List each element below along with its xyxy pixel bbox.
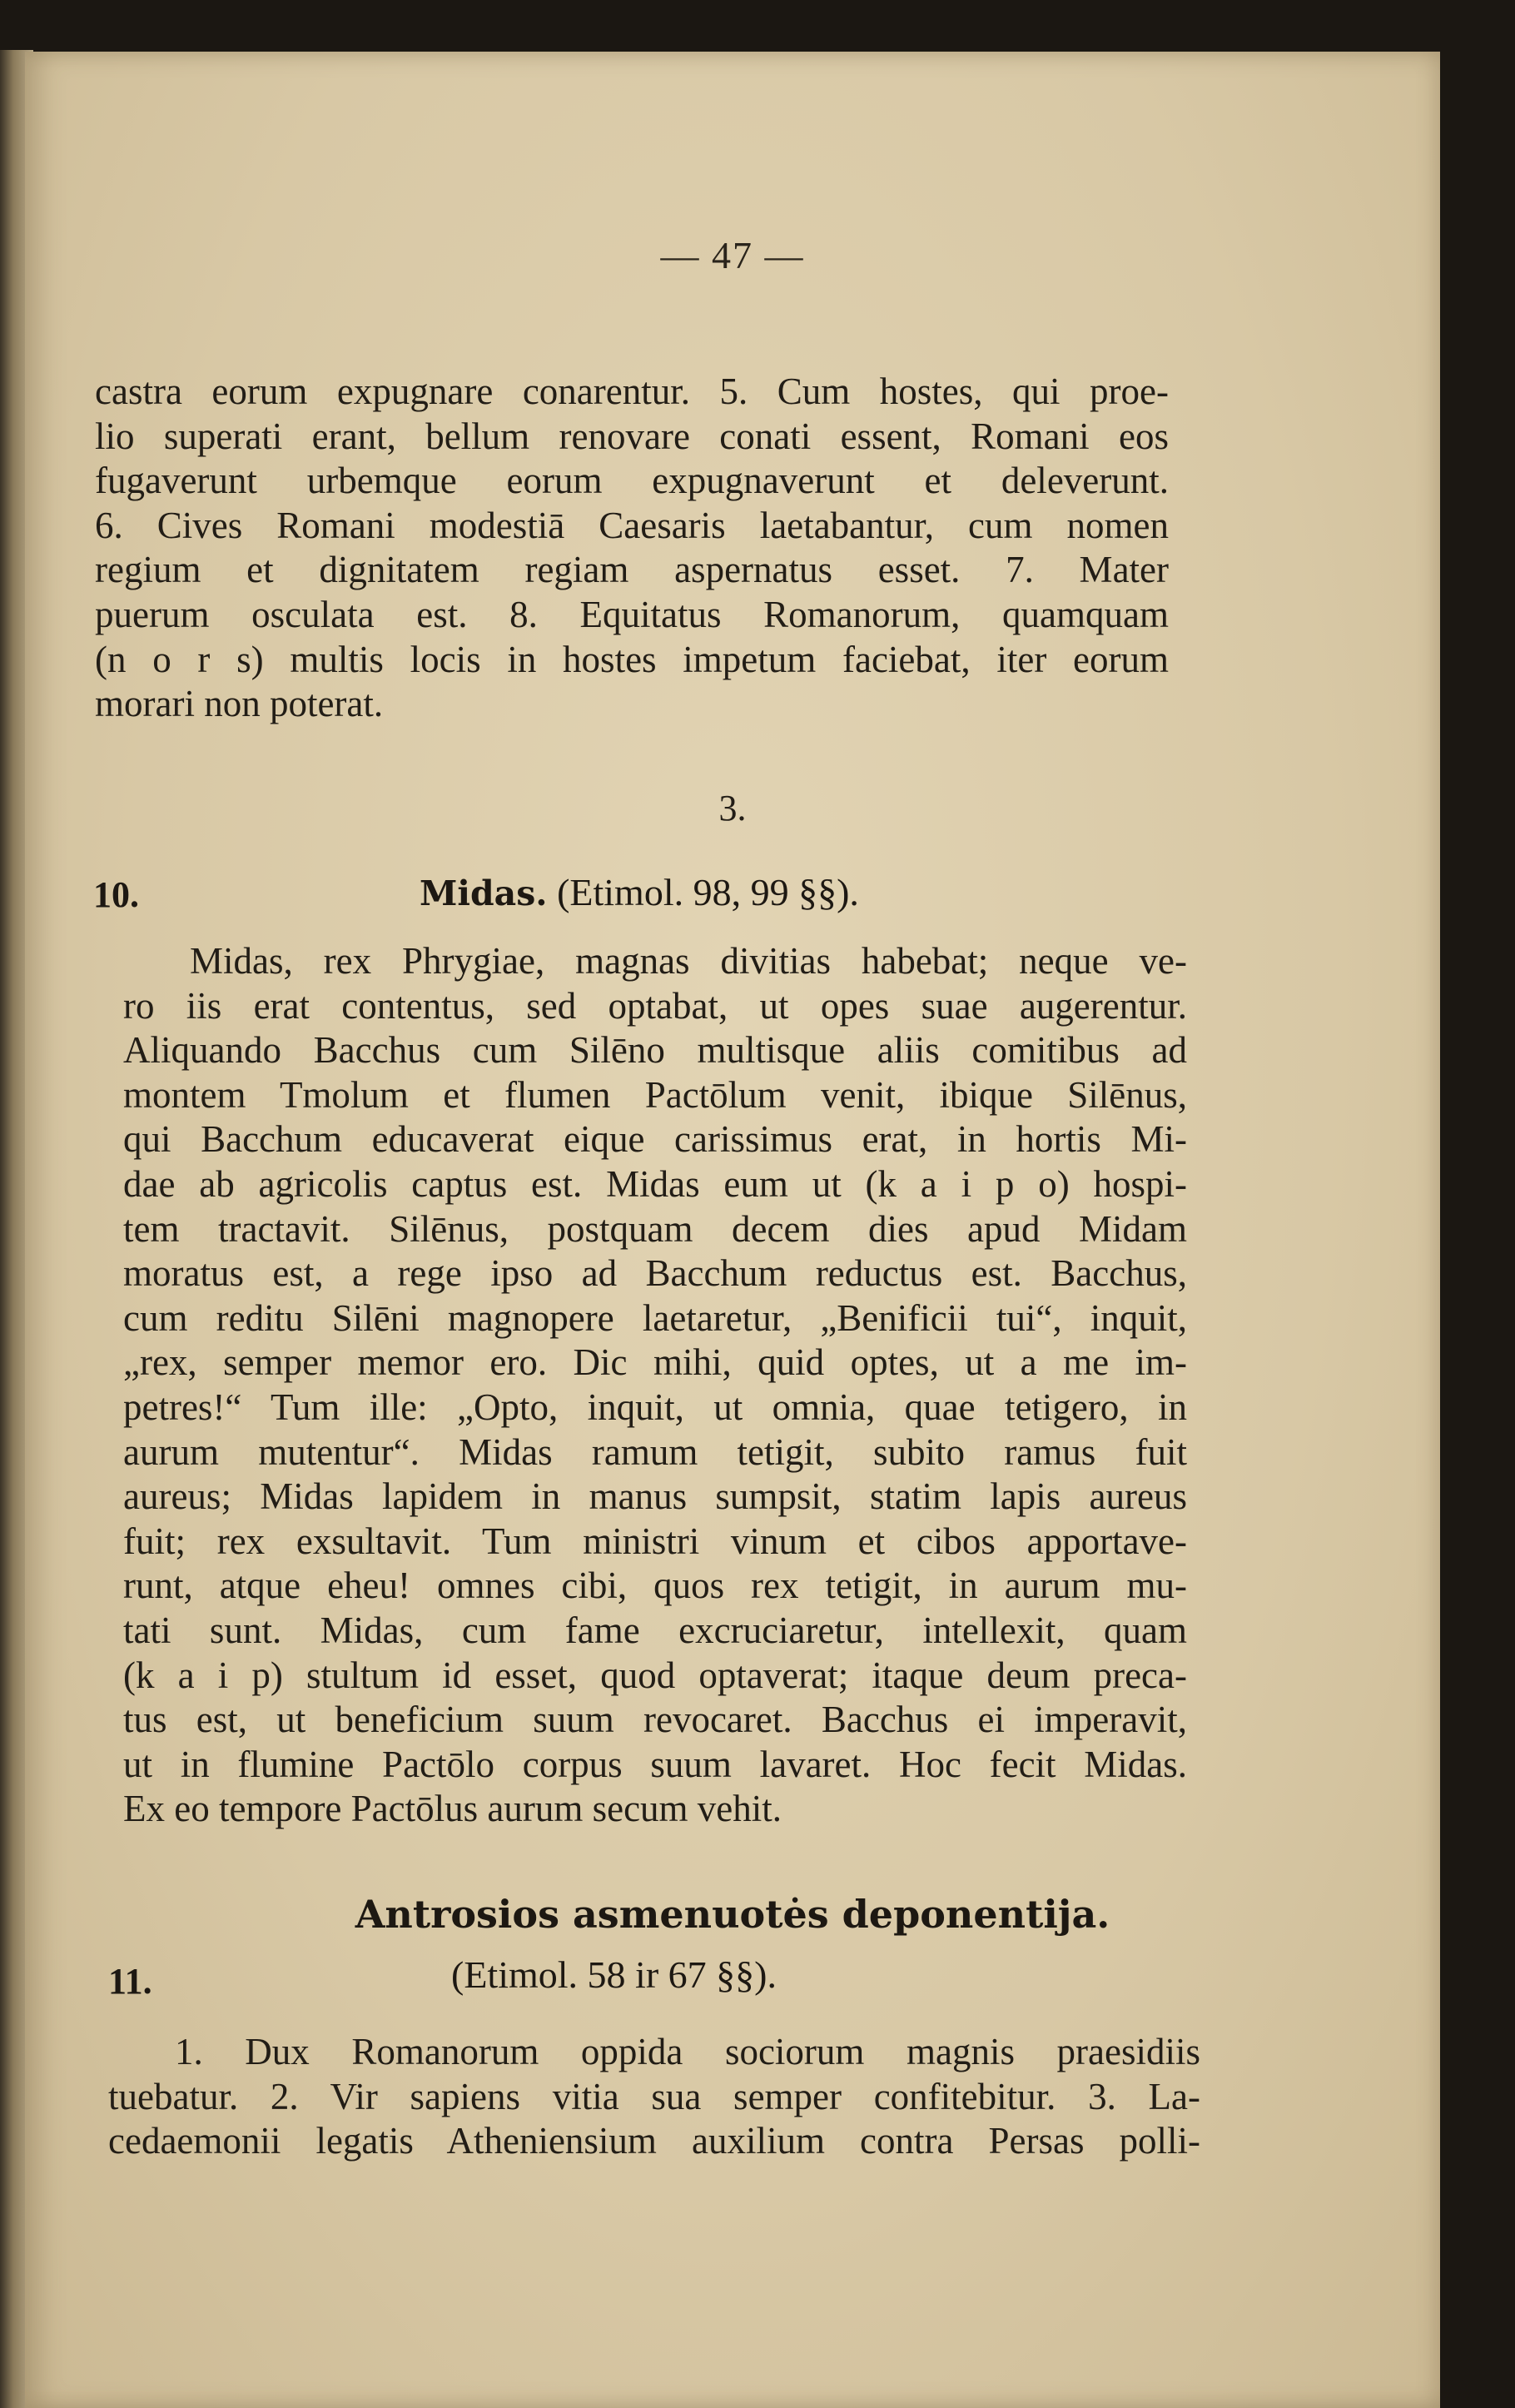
- exercise-number: 11.: [108, 1961, 152, 2002]
- exercise-heading: [420, 870, 859, 914]
- text-line: (n o r s) multis locis in hostes impetum faciebat, iter eorum: [95, 638, 1169, 680]
- text-line: puerum osculata est. 8. Equitatus Romanorum, quamquam: [95, 593, 1169, 635]
- text-line: „rex, semper memor ero. Dic mihi, quid optes, ut a me im-: [123, 1341, 1187, 1384]
- text-line: ut in flumine Pactōlo corpus suum lavaret. Hoc fecit Midas.: [123, 1743, 1187, 1785]
- text-line: tati sunt. Midas, cum fame excruciaretur, intellexit, quam: [123, 1609, 1187, 1651]
- text-line: regium et dignitatem regiam aspernatus esset. 7. Mater: [95, 549, 1169, 591]
- text-line: Aliquando Bacchus cum Silēno multisque aliis comitibus ad: [123, 1029, 1187, 1072]
- text-line: castra eorum expugnare conarentur. 5. Cum hostes, qui proe-: [95, 371, 1169, 412]
- page-number: — 47 —: [660, 234, 805, 276]
- text-line: 6. Cives Romani modestiā Caesaris laetabantur, cum nomen: [95, 504, 1169, 546]
- etymology-reference: (Etimol. 98, 99 §§).: [557, 871, 859, 913]
- text-line: cedaemonii legatis Atheniensium auxilium contra Persas polli-: [108, 2120, 1200, 2162]
- text-line: montem Tmolum et flumen Pactōlum venit, ibique Silēnus,: [123, 1073, 1187, 1116]
- text-line: runt, atque eheu! omnes cibi, quos rex tetigit, in aurum mu-: [123, 1565, 1187, 1607]
- text-line: tus est, ut beneficium suum revocaret. Bacchus ei imperavit,: [123, 1699, 1187, 1741]
- text-line: fuit; rex exsultavit. Tum ministri vinum et cibos apportave-: [123, 1520, 1187, 1562]
- section-heading: Antrosios asmenuotės deponentija.: [355, 1892, 1110, 1937]
- text-line: (k a i p) stultum id esset, quod optaverat; itaque deum preca-: [123, 1654, 1187, 1696]
- text-line: Midas, rex Phrygiae, magnas divitias habebat; neque ve-: [190, 940, 1187, 982]
- exercise-number: 10.: [93, 874, 139, 915]
- text-line: cum reditu Silēni magnopere laetaretur, „Benificii tui“, inquit,: [123, 1296, 1187, 1339]
- text-line: fugaverunt urbemque eorum expugnaverunt et deleverunt.: [95, 460, 1169, 502]
- text-line: tem tractavit. Silēnus, postquam decem dies apud Midam: [123, 1207, 1187, 1250]
- text-line: 1. Dux Romanorum oppida sociorum magnis praesidiis: [175, 2031, 1200, 2072]
- midas-paragraph: [123, 939, 1187, 1832]
- exercise-title: Midas.: [420, 873, 548, 913]
- section-number: 3.: [718, 788, 747, 828]
- text-line: moratus est, a rege ipso ad Bacchum reductus est. Bacchus,: [123, 1252, 1187, 1295]
- book-page: [25, 52, 1440, 2408]
- text-line: lio superati erant, bellum renovare conati essent, Romani eos: [95, 415, 1169, 457]
- text-line: tuebatur. 2. Vir sapiens vitia sua semper confitebitur. 3. La-: [108, 2075, 1200, 2117]
- exercise-11-paragraph: [108, 2030, 1200, 2164]
- intro-paragraph: [95, 370, 1169, 727]
- text-line: petres!“ Tum ille: „Opto, inquit, ut omnia, quae tetigero, in: [123, 1386, 1187, 1428]
- text-line: morari non poterat.: [95, 683, 384, 725]
- text-line: aureus; Midas lapidem in manus sumpsit, statim lapis aureus: [123, 1475, 1187, 1518]
- text-line: qui Bacchum educaverat eique carissimus erat, in hortis Mi-: [123, 1118, 1187, 1161]
- etymology-reference: (Etimol. 58 ir 67 §§).: [451, 1953, 777, 1996]
- text-line: dae ab agricolis captus est. Midas eum ut (k a i p o) hospi-: [123, 1162, 1187, 1205]
- text-line: aurum mutentur“. Midas ramum tetigit, subito ramus fuit: [123, 1430, 1187, 1473]
- text-line: Ex eo tempore Pactōlus aurum secum vehit.: [123, 1788, 782, 1830]
- text-line: ro iis erat contentus, sed optabat, ut opes suae augerentur.: [123, 984, 1187, 1027]
